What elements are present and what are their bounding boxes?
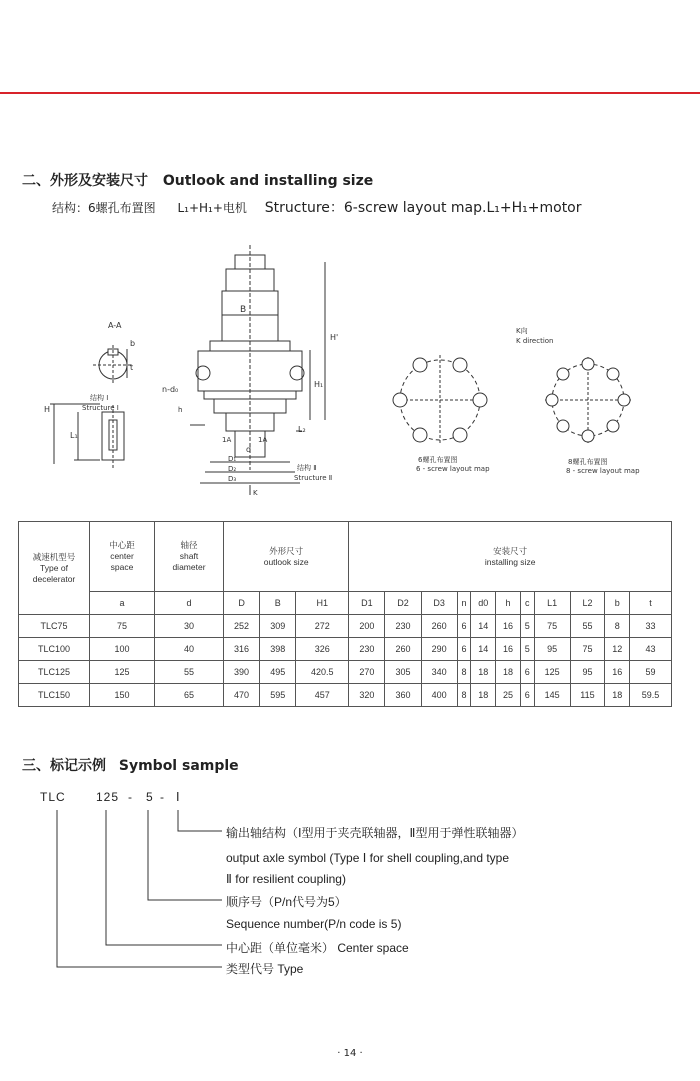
header-type: 减速机型号 Type of decelerator [19, 522, 90, 615]
col-D1: D1 [349, 592, 385, 615]
nd0-label: n-d₀ [162, 385, 179, 394]
subtitle-formula: L₁+H₁+电机 [177, 201, 247, 215]
col-d0: d0 [471, 592, 496, 615]
table-row: TLC150 150 65 470 595 457 320 360 400 8 18 25 6 145 115 18 59.5 [19, 684, 672, 707]
symbol-line-type: 类型代号 Type [226, 962, 304, 976]
col-c: c [520, 592, 534, 615]
structure1-en: Structure Ⅰ [82, 404, 119, 412]
1a-label-left: 1A [222, 436, 232, 444]
col-L2: L2 [570, 592, 605, 615]
h-dim-label: H [44, 405, 51, 414]
section2-title-en: Outlook and installing size [162, 173, 374, 189]
six-layout-en: 6 - screw layout map [416, 465, 490, 473]
spec-table [18, 521, 672, 707]
symbol-line-seq-cn: 顺序号（P/n代号为5） [226, 895, 347, 909]
aa-b-label: b [130, 339, 136, 348]
page-number: · 14 · [337, 1048, 363, 1059]
d-dim-label: d [246, 445, 252, 454]
column-header-row [19, 592, 672, 615]
header-outlook: 外形尺寸 outlook size [224, 522, 349, 592]
technical-drawing [0, 240, 700, 505]
col-D2: D2 [385, 592, 421, 615]
symbol-line-struct-en: output axle symbol (Type Ⅰ for shell coupling,and type [226, 851, 510, 865]
symbol-line-seq-en: Sequence number(P/n code is 5) [226, 917, 402, 931]
decelerator-body [190, 245, 325, 495]
col-b: b [605, 592, 630, 615]
aa-label: A-A [108, 321, 122, 330]
header-install: 安装尺寸 installing size [349, 522, 672, 592]
col-d: d [155, 592, 224, 615]
k-direction-cn: K向 [516, 327, 528, 335]
col-L1: L1 [534, 592, 570, 615]
col-B: B [260, 592, 296, 615]
structure1-shaft [50, 404, 124, 470]
section3-heading [22, 755, 239, 775]
symbol-part-struct: Ⅰ [176, 790, 181, 804]
top-red-rule [0, 92, 700, 94]
symbol-dash-2: - [160, 790, 165, 804]
col-D3: D3 [421, 592, 457, 615]
section2-subtitle [52, 197, 582, 217]
d2-dim-label: D₂ [228, 465, 237, 473]
hprime-dim-label: H' [330, 333, 339, 342]
section2-heading [22, 170, 373, 190]
section3-title-en: Symbol sample [118, 758, 239, 774]
h1-dim-label: H₁ [314, 380, 324, 389]
d1-dim-label: D₁ [228, 455, 237, 463]
aa-t-label: t [130, 363, 134, 372]
structure2-cn: 结构 Ⅱ [297, 464, 317, 472]
symbol-line-struct-cn: 输出轴结构（Ⅰ型用于夹壳联轴器，Ⅱ型用于弹性联轴器） [226, 826, 524, 840]
eight-screw-layout [545, 357, 631, 443]
k-direction-en: K direction [516, 337, 554, 345]
1a-label-right: 1A [258, 436, 268, 444]
col-h: h [496, 592, 521, 615]
section2-title-cn: 二、外形及安装尺寸 [22, 173, 148, 189]
symbol-line-struct-en2: Ⅱ for resilient coupling) [226, 872, 346, 886]
structure2-en: Structure Ⅱ [294, 474, 333, 482]
six-layout-cn: 6螺孔布置图 [418, 456, 458, 464]
symbol-line-center: 中心距（单位毫米） Center space [226, 941, 409, 955]
col-H1: H1 [296, 592, 349, 615]
symbol-part-seq: 5 [146, 790, 154, 804]
subtitle-en: Structure：6-screw layout map.L₁+H₁+motor [264, 200, 582, 216]
l2-dim-label: L₂ [298, 425, 306, 434]
b-dim-label: B [240, 305, 247, 315]
l1-dim-label: L₁ [70, 431, 78, 440]
symbol-part-type: TLC [40, 790, 66, 804]
col-a: a [90, 592, 155, 615]
symbol-dash-1: - [128, 790, 133, 804]
table-row: TLC100 100 40 316 398 326 230 260 290 6 14 16 5 95 75 12 43 [19, 638, 672, 661]
header-center: 中心距 center space [90, 522, 155, 592]
h-small-label: h [178, 406, 183, 414]
col-t: t [630, 592, 672, 615]
section3-title-cn: 三、标记示例 [22, 758, 106, 774]
subtitle-cn: 结构：6螺孔布置图 [52, 201, 156, 215]
eight-layout-cn: 8螺孔布置图 [568, 458, 608, 466]
header-shaft: 轴径 shaft diameter [155, 522, 224, 592]
symbol-leader-lines [0, 800, 240, 980]
k-arrow-label: K [253, 489, 258, 497]
d3-dim-label: D₃ [228, 475, 237, 483]
eight-layout-en: 8 - screw layout map [566, 467, 640, 475]
symbol-part-center: 125 [96, 790, 120, 804]
six-screw-layout [393, 355, 487, 445]
col-n: n [457, 592, 471, 615]
table-row: TLC125 125 55 390 495 420.5 270 305 340 8 18 18 6 125 95 16 59 [19, 661, 672, 684]
table-row: TLC75 75 30 252 309 272 200 230 260 6 14 16 5 75 55 8 33 [19, 615, 672, 638]
structure1-cn: 结构 Ⅰ [90, 394, 109, 402]
col-D: D [224, 592, 260, 615]
aa-section-view [93, 345, 133, 385]
